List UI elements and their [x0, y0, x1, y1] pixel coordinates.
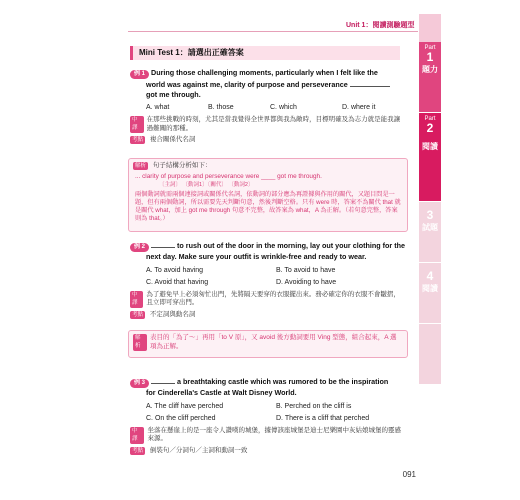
point-text: 不定詞與動名詞: [149, 310, 196, 318]
option-d[interactable]: D. Avoiding to have: [276, 278, 337, 286]
analysis-tag: 解析: [133, 334, 147, 351]
option-a[interactable]: A. what: [146, 104, 170, 111]
analysis-text: 表目的「為了～」再用「to V 原」，又 avoid 後方動詞要用 Ving 型態，組合起來，A 選項為正解。: [149, 334, 397, 350]
analysis-box-1: [128, 158, 408, 232]
unit-header-title: Unit 1：閱讀測驗題型: [346, 22, 415, 29]
tab-part-4[interactable]: [419, 263, 441, 323]
tab-part-label: Part: [424, 116, 436, 122]
option-d[interactable]: D. There is a cliff that perched: [276, 414, 370, 422]
answer-blank: [151, 376, 175, 384]
analysis-1-structure: ... clarity of purpose and perseverance were ____ got me through.: [135, 172, 322, 180]
option-a[interactable]: A. The cliff have perched: [146, 402, 224, 410]
question-2-point: [130, 311, 406, 320]
question-1-line1: During those challenging moments, particularly when I felt like the: [151, 68, 378, 77]
question-1-line3: got me through.: [146, 89, 201, 99]
translation-text: 在那些挑戰的時刻，尤其是當我覺得全世界都與我為敵時，目標明確及為志力就是能我讓過難關的那種。: [146, 116, 401, 132]
tab-part-number: 4: [426, 269, 434, 283]
page-number: 091: [402, 470, 416, 479]
option-d[interactable]: D. where it: [342, 104, 376, 111]
question-3-point: [130, 447, 406, 456]
tab-part-number: 1: [426, 50, 434, 64]
option-a[interactable]: A. To avoid having: [146, 266, 204, 274]
option-c[interactable]: C. which: [270, 104, 297, 111]
point-tag: 考點: [132, 447, 144, 454]
tab-part-title: 試題: [422, 223, 438, 232]
option-c[interactable]: C. On the cliff perched: [146, 414, 216, 422]
option-b[interactable]: B. To avoid to have: [276, 266, 336, 274]
question-3-text: [130, 376, 406, 398]
question-1-options: [130, 104, 406, 111]
answer-blank: [350, 79, 390, 87]
translation-tag: 中譯: [130, 427, 144, 444]
question-2-number: 例 2: [130, 243, 149, 252]
tab-part-label: Part: [424, 45, 436, 51]
answer-blank: [151, 240, 175, 248]
analysis-head-text: 句子結構分析如下：: [152, 162, 212, 169]
translation-tag: 中譯: [130, 291, 143, 308]
point-text: 倒裝句／分詞句／主詞和動詞一致: [149, 446, 248, 454]
question-3-options: [130, 403, 406, 422]
question-3: [130, 376, 406, 455]
tab-part-number: 2: [426, 121, 434, 135]
section-tabs: [419, 14, 441, 384]
question-2-line2: next day. Make sure your outfit is wrinkle-free and ready to wear.: [146, 252, 367, 261]
question-2-text: [130, 240, 406, 262]
translation-tag: 中譯: [130, 116, 144, 133]
analysis-1-head: [129, 159, 407, 171]
question-3-line2: for Cinderella's Castle at Walt Disney World.: [146, 388, 297, 397]
tab-part-3[interactable]: [419, 202, 441, 262]
question-2-translation: [130, 291, 406, 308]
analysis-box-2: [128, 330, 408, 358]
tab-part-2[interactable]: [419, 113, 441, 201]
question-2-options: [130, 267, 406, 286]
option-b[interactable]: B. Perched on the cliff is: [276, 402, 352, 410]
question-1-line2: world was against me, clarity of purpose and perseverance: [146, 80, 348, 89]
point-text: 複合關係代名詞: [149, 136, 196, 143]
tab-part-5[interactable]: [419, 324, 441, 384]
option-c[interactable]: C. Avoid that having: [146, 278, 209, 286]
header-divider: [128, 31, 418, 32]
analysis-2-body: [129, 331, 407, 354]
question-1-translation: [130, 116, 406, 133]
mini-test-title: Mini Test 1：請選出正確答案: [130, 46, 400, 60]
option-b[interactable]: B. those: [208, 104, 234, 111]
analysis-1-body: 兩個動詞就需兩個連接詞或關係代名詞，依動詞的部分應為再證據與作用的關代，又題目問是一題，但有兩個動詞，所以需要先天判斷句意，然後判斷空格。只有 were 時，答案不為關代 that 就是關代 what，加上 got me through 句意不完整，故答案為 what，A 為正解。（若句意完整，答案則為 that。）: [135, 190, 401, 223]
question-1-text: [130, 68, 406, 99]
analysis-tag: 解析: [135, 163, 147, 169]
tab-part-title: 閱讀: [422, 142, 438, 151]
point-tag: 考點: [132, 311, 144, 318]
tab-part-title: 閱讀: [422, 284, 438, 293]
question-1-point: [130, 136, 406, 145]
tab-blank[interactable]: [419, 14, 441, 42]
question-3-line1: a breathtaking castle which was rumored to be the inspiration: [177, 377, 389, 386]
translation-text: 為了避免早上必須匆忙出門，先將隔天要穿的衣服擺出來。務必確定你的衣服不會皺摺，且立即可穿出門。: [146, 290, 400, 306]
question-2-line1: to rush out of the door in the morning, lay out your clothing for the: [177, 241, 406, 250]
question-2: [130, 240, 406, 319]
tab-part-number: 3: [426, 208, 434, 222]
question-3-translation: [130, 427, 406, 444]
analysis-1-structure-labels: 〔主詞〕 〔動詞1〕〔關代〕 〔動詞2〕: [159, 182, 254, 188]
question-3-number: 例 3: [130, 379, 149, 388]
question-1: [130, 68, 406, 145]
question-1-number: 例 1: [130, 70, 149, 79]
translation-text: 坐落在懸崖上的是一座令人讚嘆的城堡，據傳該座城堡是迪士尼樂園中灰姑娘城堡的靈感來源。: [147, 426, 401, 442]
tab-part-1[interactable]: [419, 42, 441, 112]
point-tag: 考點: [132, 137, 144, 143]
tab-part-title: 題力: [422, 65, 438, 74]
